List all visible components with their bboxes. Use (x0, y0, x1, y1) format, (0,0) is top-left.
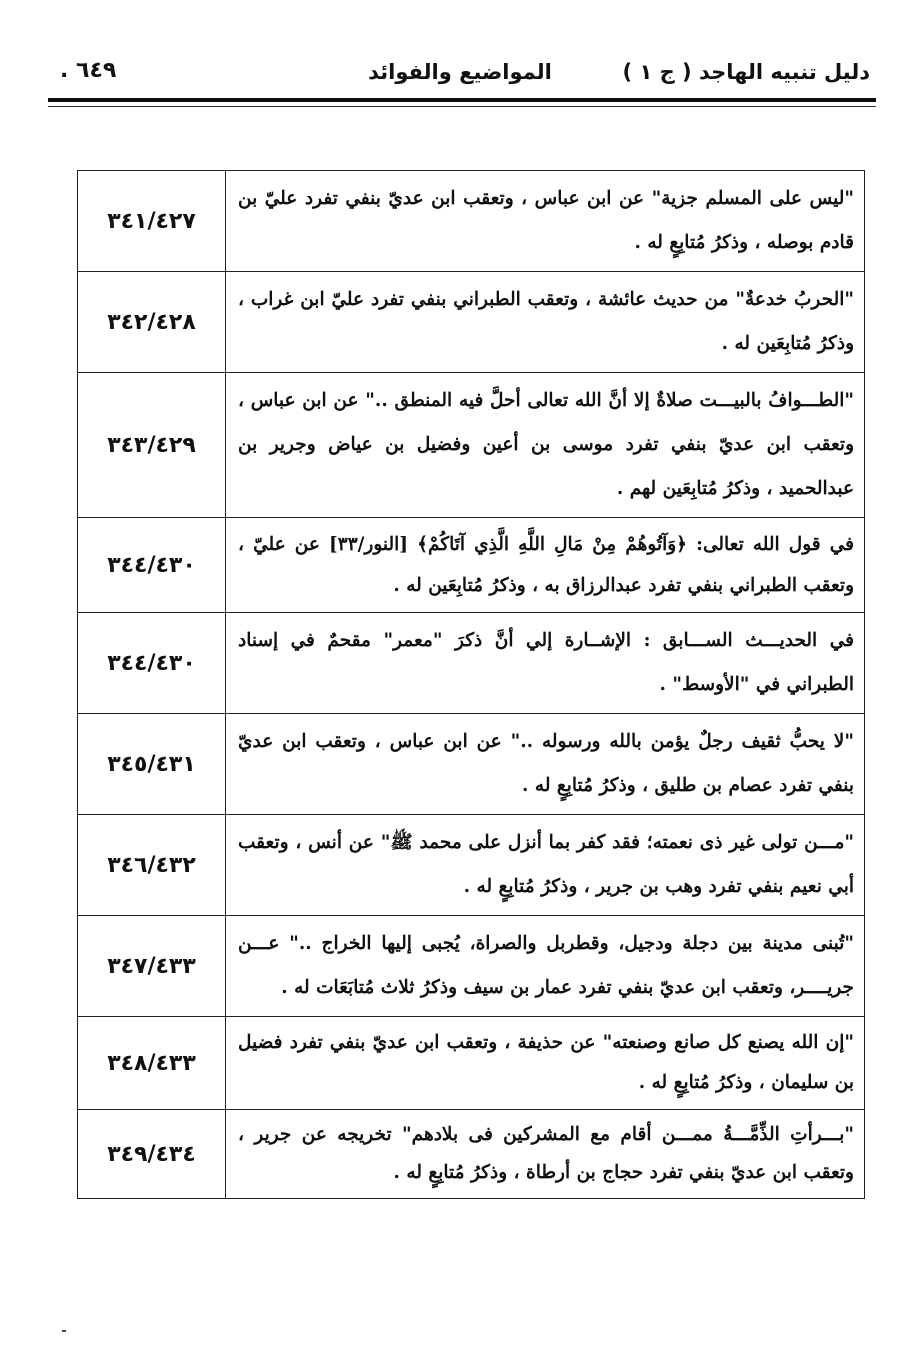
table-row (78, 373, 865, 518)
entries-table (77, 170, 865, 1199)
table-row (78, 916, 865, 1017)
table-row (78, 815, 865, 916)
table-row (78, 171, 865, 272)
table-row (78, 613, 865, 714)
entry-text: "لا يحبُّ ثقيف رجلٌ يؤمن بالله ورسوله .." عن ابن عباس ، وتعقب ابن عديّ بنفي تفرد عصام بن طليق ، وذكرُ مُتابِعٍ له . (226, 714, 865, 815)
book-title: دليل تنبيه الهاجد ( ج ١ ) (622, 60, 870, 84)
header-rule-thick (48, 98, 876, 102)
entry-text: "إن الله يصنع كل صانع وصنعته" عن حذيفة ، وتعقب ابن عديّ بنفي تفرد فضيل بن سليمان ، وذكرُ مُتابِعٍ له . (226, 1017, 865, 1110)
entry-reference: ٣٤٤/٤٣٠ (78, 613, 226, 714)
page-number: . ٦٤٩ (60, 58, 117, 83)
entry-reference: ٣٤٥/٤٣١ (78, 714, 226, 815)
entry-text: "الحربُ خدعةٌ" من حديث عائشة ، وتعقب الطبراني بنفي تفرد عليّ ابن غراب ، وذكرُ مُتابِعَين له . (226, 272, 865, 373)
table-row (78, 272, 865, 373)
section-title: المواضيع والفوائد (368, 60, 552, 84)
header-rule-thin (48, 106, 876, 107)
entry-reference: ٣٤٢/٤٢٨ (78, 272, 226, 373)
entry-text: "ليس على المسلم جزية" عن ابن عباس ، وتعقب ابن عديّ بنفي تفرد عليّ بن قادم بوصله ، وذكرُ مُتابِعٍ له . (226, 171, 865, 272)
entry-text: "مـــن تولى غير ذى نعمته؛ فقد كفر بما أنزل على محمد ﷺ" عن أنس ، وتعقب أبي نعيم بنفي تفرد وهب بن جرير ، وذكرُ مُتابِعٍ له . (226, 815, 865, 916)
entry-text: "الطـــوافُ بالبيـــت صلاةٌ إلا أنَّ الله تعالى أحلَّ فيه المنطق .." عن ابن عباس ، وتعقب ابن عديّ بنفي تفرد موسى بن أعين وفضيل بن عياض وجرير بن عبدالحميد ، وذكرُ مُتابِعَين لهم . (226, 373, 865, 518)
table-row (78, 714, 865, 815)
entry-reference: ٣٤٣/٤٢٩ (78, 373, 226, 518)
entry-text: في الحديـــث الســـابق : الإشــارة إلي أنَّ ذكرَ "معمر" مقحمٌ في إسناد الطبراني في "الأوسط" . (226, 613, 865, 714)
running-header (40, 52, 880, 92)
entry-text: في قول الله تعالى: ﴿وَآتُوهُمْ مِنْ مَالِ اللَّهِ الَّذِي آتَاكُمْ﴾ [النور/٣٣] عن عليّ ، وتعقب الطبراني بنفي تفرد عبدالرزاق به ، وذكرُ مُتابِعَين له . (226, 518, 865, 613)
table-row (78, 1017, 865, 1110)
entry-reference: ٣٤٧/٤٣٣ (78, 916, 226, 1017)
table-row (78, 518, 865, 613)
entry-reference: ٣٤١/٤٢٧ (78, 171, 226, 272)
entry-reference: ٣٤٩/٤٣٤ (78, 1110, 226, 1199)
scan-speck (62, 1330, 66, 1332)
entry-reference: ٣٤٨/٤٣٣ (78, 1017, 226, 1110)
table-row (78, 1110, 865, 1199)
entry-reference: ٣٤٦/٤٣٢ (78, 815, 226, 916)
entry-reference: ٣٤٤/٤٣٠ (78, 518, 226, 613)
entry-text: "بـــرأتِ الذِّمَّـــةُ ممـــن أقام مع المشركين فى بلادهم" تخريجه عن جرير ، وتعقب ابن عديّ بنفي تفرد حجاج بن أرطاة ، وذكرُ مُتابِعٍ له . (226, 1110, 865, 1199)
entry-text: "تُبنى مدينة بين دجلة ودجيل، وقطربل والصراة، يُجبى إليها الخراج .." عـــن جريــــر، وتعقب ابن عديّ بنفي تفرد عمار بن سيف وذكرُ ثلاث مُتابَعَات له . (226, 916, 865, 1017)
